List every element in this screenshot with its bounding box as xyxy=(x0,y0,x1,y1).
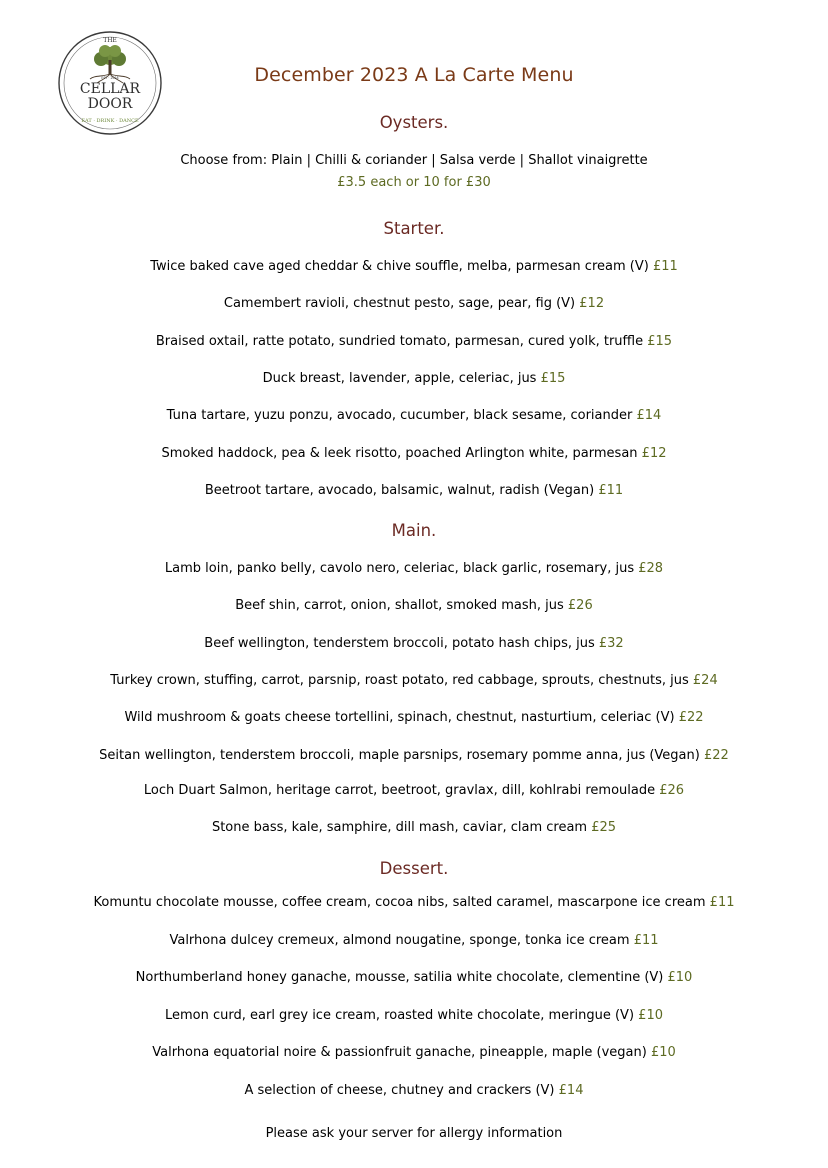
menu-title: December 2023 A La Carte Menu xyxy=(254,64,574,86)
dessert-item: Komuntu chocolate mousse, coffee cream, cocoa nibs, salted caramel, mascarpone ice cream £11 xyxy=(93,895,735,910)
starter-item: Smoked haddock, pea & leek risotto, poached Arlington white, parmesan £12 xyxy=(161,446,667,461)
starter-item: Camembert ravioli, chestnut pesto, sage, pear, fig (V) £12 xyxy=(223,296,605,311)
main-heading: Main. xyxy=(391,521,437,540)
main-item: Lamb loin, panko belly, cavolo nero, celeriac, black garlic, rosemary, jus £28 xyxy=(164,561,664,576)
svg-text:DOOR: DOOR xyxy=(87,96,133,112)
main-item: Stone bass, kale, samphire, dill mash, caviar, clam cream £25 xyxy=(211,820,617,835)
main-item: Beef shin, carrot, onion, shallot, smoked mash, jus £26 xyxy=(235,598,593,613)
allergy-footer: Please ask your server for allergy information xyxy=(265,1126,563,1141)
starter-item: Beetroot tartare, avocado, balsamic, walnut, radish (Vegan) £11 xyxy=(204,483,624,498)
dessert-item: Valrhona dulcey cremeux, almond nougatine, sponge, tonka ice cream £11 xyxy=(169,933,659,948)
main-item: Beef wellington, tenderstem broccoli, potato hash chips, jus £32 xyxy=(204,636,624,651)
oysters-options: Choose from: Plain | Chilli & coriander | Salsa verde | Shallot vinaigrette xyxy=(180,153,648,168)
svg-text:EAT · DRINK · DANCE: EAT · DRINK · DANCE xyxy=(81,118,139,124)
svg-text:CELLAR: CELLAR xyxy=(79,81,141,97)
main-item: Seitan wellington, tenderstem broccoli, maple parsnips, rosemary pomme anna, jus (Vegan) £22 xyxy=(99,748,729,763)
oysters-price: £3.5 each or 10 for £30 xyxy=(337,175,491,190)
main-item: Turkey crown, stuffing, carrot, parsnip, roast potato, red cabbage, sprouts, chestnuts, jus £24 xyxy=(110,673,718,688)
main-item: Wild mushroom & goats cheese tortellini, spinach, chestnut, nasturtium, celeriac (V) £22 xyxy=(124,710,704,725)
main-item: Loch Duart Salmon, heritage carrot, beetroot, gravlax, dill, kohlrabi remoulade £26 xyxy=(143,783,685,798)
oysters-heading: Oysters. xyxy=(379,113,449,132)
starter-item: Braised oxtail, ratte potato, sundried tomato, parmesan, cured yolk, truffle £15 xyxy=(155,334,673,349)
dessert-item: Northumberland honey ganache, mousse, satilia white chocolate, clementine (V) £10 xyxy=(135,970,693,985)
dessert-item: Lemon curd, earl grey ice cream, roasted white chocolate, meringue (V) £10 xyxy=(164,1008,663,1023)
svg-text:THE: THE xyxy=(103,37,117,44)
starter-item: Duck breast, lavender, apple, celeriac, jus £15 xyxy=(262,371,566,386)
svg-text:EST · 2018: EST · 2018 xyxy=(101,76,119,80)
starter-item: Tuna tartare, yuzu ponzu, avocado, cucumber, black sesame, coriander £14 xyxy=(166,408,662,423)
dessert-heading: Dessert. xyxy=(379,859,449,878)
dessert-item: A selection of cheese, chutney and crackers (V) £14 xyxy=(244,1083,584,1098)
starter-item: Twice baked cave aged cheddar & chive souffle, melba, parmesan cream (V) £11 xyxy=(150,259,678,274)
starter-heading: Starter. xyxy=(383,219,445,238)
dessert-item: Valrhona equatorial noire & passionfruit ganache, pineapple, maple (vegan) £10 xyxy=(152,1045,676,1060)
